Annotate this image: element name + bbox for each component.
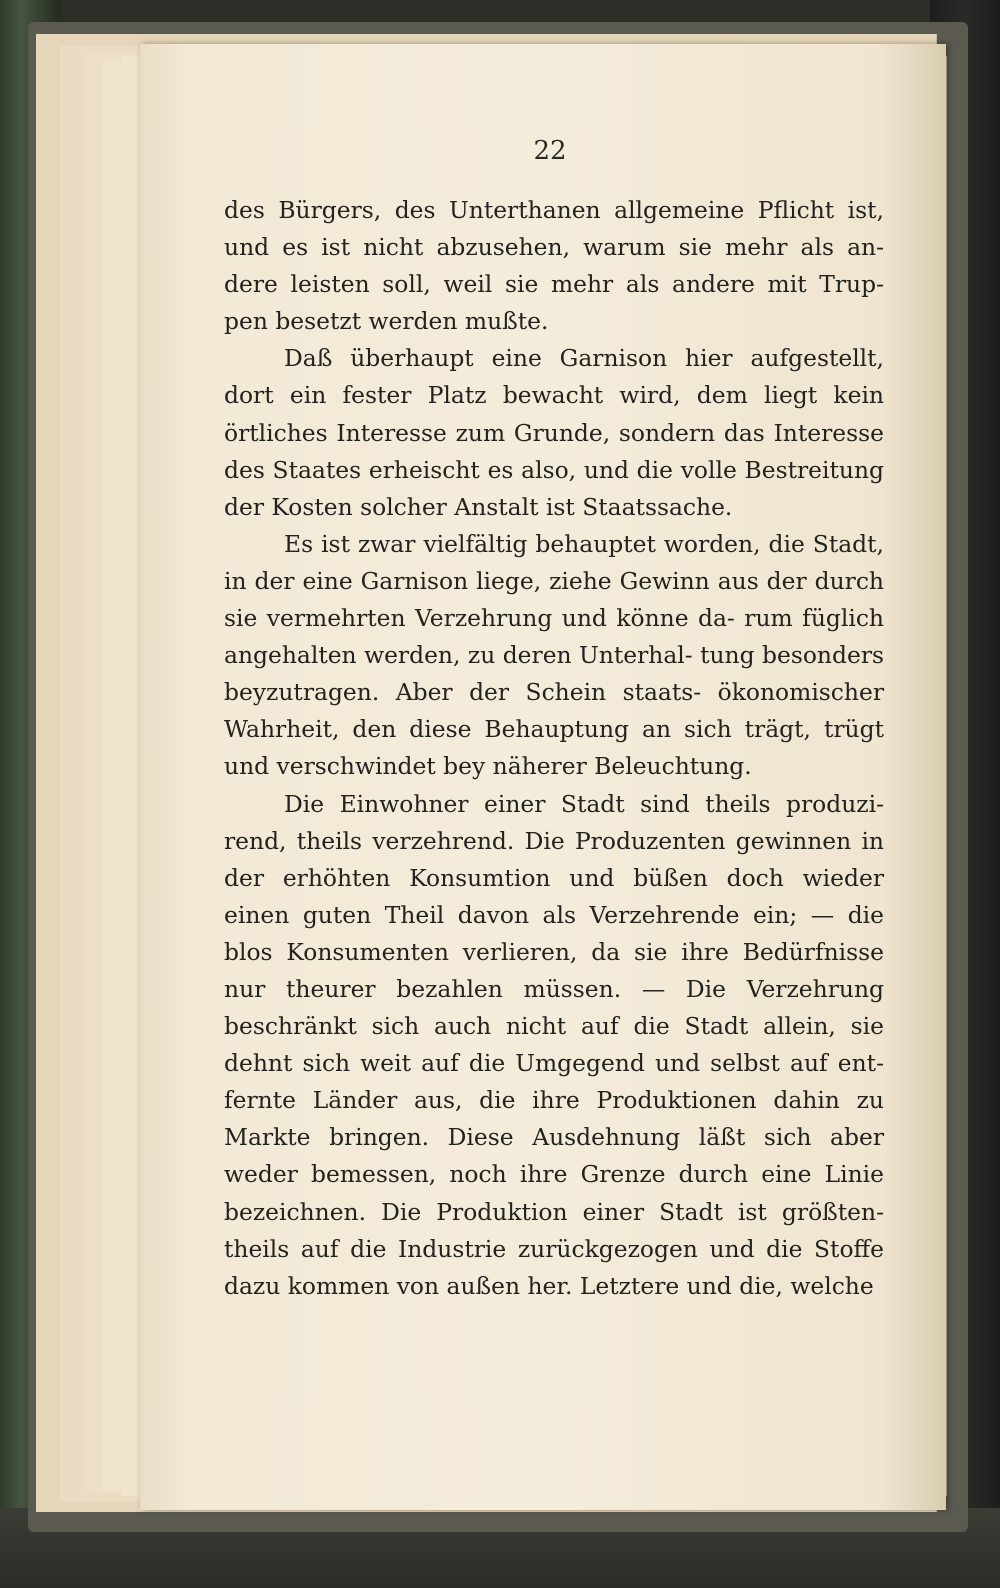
page-number: 22 <box>533 136 567 166</box>
paragraph: des Bürgers, des Unterthanen allgemeine Pflicht ist, und es ist nicht abzusehen, warum sie mehr als an- dere leisten soll, weil sie mehr als andere mit Trup- pen besetzt werden mußte. <box>224 196 884 336</box>
body-text <box>224 192 884 1305</box>
paragraph: Die Einwohner einer Stadt sind theils produzi- rend, theils verzehrend. Die Produzenten gewinnen in der erhöhten Konsumtion und büßen doch wieder einen guten Theil davon als Verzehrende ein; — die blos Konsumenten verlieren, da sie ihre Bedürfnisse nur theurer bezahlen müssen. — Die Verzehrung beschränkt sich auch nicht auf die Stadt allein, sie dehnt sich weit auf die Umgegend und selbst auf ent- fernte Länder aus, die ihre Produktionen dahin zu Markte bringen. Diese Ausdehnung läßt sich aber weder bemessen, noch ihre Grenze durch eine Linie bezeichnen. Die Produktion einer Stadt ist größten- theils auf die Industrie zurückgezogen und die Stoffe dazu kommen von außen her. Letztere und die, welche <box>224 789 884 1300</box>
paragraph: Daß überhaupt eine Garnison hier aufgestellt, dort ein fester Platz bewacht wird, dem liegt kein örtliches Interesse zum Grunde, sondern das Interesse des Staates erheischt es also, und die volle Bestreitung der Kosten solcher Anstalt ist Staatssache. <box>224 344 884 521</box>
paragraph: Es ist zwar vielfältig behauptet worden, die Stadt, in der eine Garnison liege, ziehe Gewinn aus der durch sie vermehrten Verzehrung und könne da- rum füglich angehalten werden, zu deren Unterhal- tung besonders beyzutragen. Aber der Schein staats- ökonomischer Wahrheit, den diese Behauptung an sich trägt, trügt und verschwindet bey näherer Beleuchtung. <box>224 529 884 781</box>
book-page <box>140 44 946 1510</box>
